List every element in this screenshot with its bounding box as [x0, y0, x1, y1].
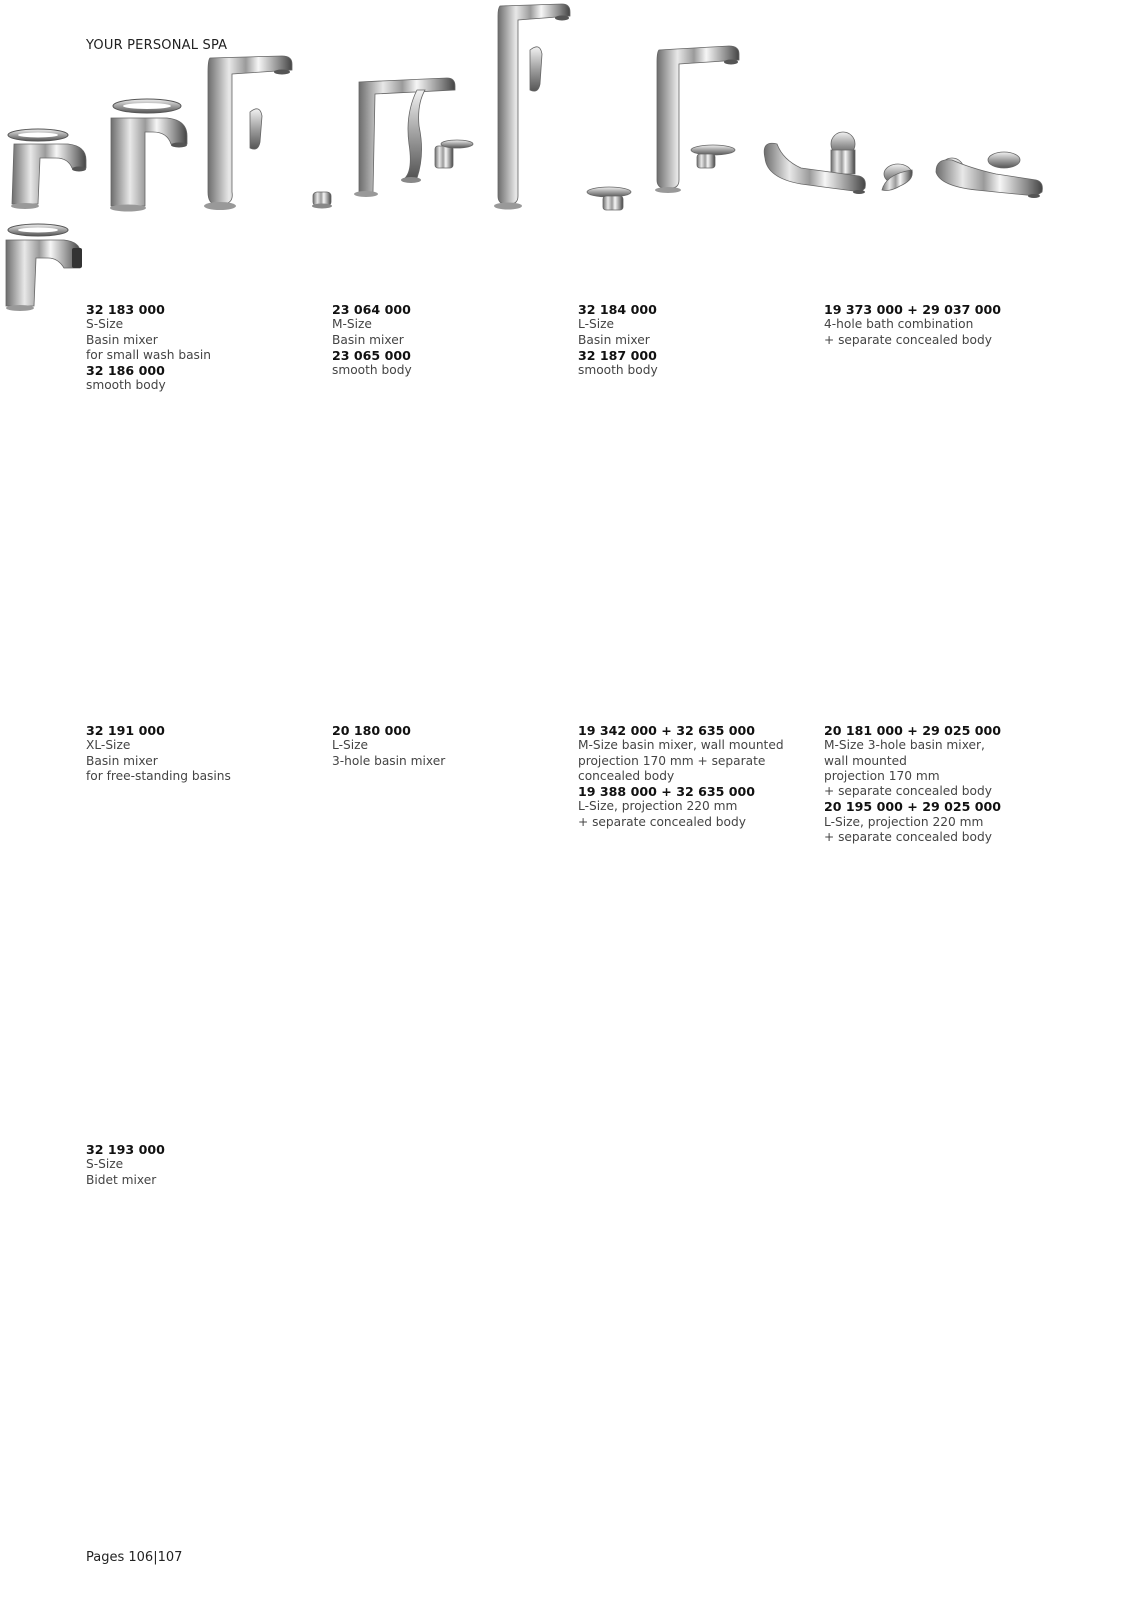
article-number: 19 373 000 + 29 037 000 [824, 302, 1002, 317]
product-description: projection 170 mm [824, 768, 940, 783]
three-hole-wall-mounted-basin-mixer-image [876, 150, 1046, 216]
product-description: + separate concealed body [824, 332, 992, 347]
product-description: wall mounted [824, 753, 907, 768]
s-size-basin-mixer-image [0, 124, 100, 216]
product-description: + separate concealed body [578, 814, 746, 829]
product-description: smooth body [578, 363, 658, 378]
product-description: Basin mixer [86, 753, 158, 768]
product-caption-1 [86, 302, 211, 394]
product-description: Bidet mixer [86, 1172, 157, 1187]
page-header: YOUR PERSONAL SPA [86, 38, 228, 53]
article-number: 32 193 000 [86, 1142, 165, 1157]
four-hole-bath-combination-image [305, 74, 485, 216]
product-description: S-Size [86, 317, 124, 332]
product-description: L-Size [578, 317, 614, 332]
product-description: M-Size 3-hole basin mixer, [824, 738, 985, 753]
product-description: S-Size [86, 1157, 124, 1172]
article-number: 32 184 000 [578, 302, 657, 317]
article-number: 23 064 000 [332, 302, 411, 317]
page-footer: Pages 106|107 [86, 1550, 183, 1565]
xl-size-basin-mixer-image [490, 0, 580, 216]
product-description: Basin mixer [332, 332, 404, 347]
product-description: L-Size, projection 220 mm [824, 814, 984, 829]
article-number: 20 180 000 [332, 723, 411, 738]
article-number: 19 342 000 + 32 635 000 [578, 723, 756, 738]
product-description: Basin mixer [578, 332, 650, 347]
l-size-basin-mixer-image [200, 52, 300, 216]
s-size-bidet-mixer-image [0, 220, 90, 320]
article-number: 32 183 000 [86, 302, 165, 317]
article-number: 20 195 000 + 29 025 000 [824, 799, 1002, 815]
wall-mounted-basin-mixer-image [761, 130, 871, 216]
product-caption-6 [332, 723, 445, 769]
product-caption-7 [578, 723, 784, 830]
article-number: 20 181 000 + 29 025 000 [824, 723, 1002, 738]
l-size-three-hole-basin-mixer-image [585, 40, 755, 216]
product-description: smooth body [86, 378, 166, 393]
article-number: 32 186 000 [86, 363, 165, 379]
product-description: + separate concealed body [824, 784, 992, 799]
product-description: Basin mixer [86, 332, 158, 347]
product-description: L-Size [332, 738, 368, 753]
product-caption-2 [332, 302, 412, 378]
product-description: M-Size basin mixer, wall mounted [578, 738, 784, 753]
product-description: XL-Size [86, 738, 131, 753]
product-description: 3-hole basin mixer [332, 753, 446, 768]
product-caption-5 [86, 723, 231, 784]
product-caption-4 [824, 302, 1001, 348]
article-number: 32 191 000 [86, 723, 165, 738]
article-number: 19 388 000 + 32 635 000 [578, 784, 756, 800]
product-description: M-Size [332, 317, 372, 332]
article-number: 32 187 000 [578, 347, 657, 363]
product-description: L-Size, projection 220 mm [578, 799, 738, 814]
product-caption-9 [86, 1142, 165, 1188]
article-number: 23 065 000 [332, 347, 411, 363]
product-caption-8 [824, 723, 1001, 845]
m-size-basin-mixer-image [105, 94, 195, 216]
product-description: + separate concealed body [824, 830, 992, 845]
product-caption-3 [578, 302, 658, 378]
product-description: for free-standing basins [86, 768, 231, 783]
product-description: for small wash basin [86, 347, 212, 362]
product-description: concealed body [578, 768, 675, 783]
product-description: projection 170 mm + separate [578, 753, 766, 768]
product-description: smooth body [332, 363, 412, 378]
product-description: 4-hole bath combination [824, 317, 974, 332]
